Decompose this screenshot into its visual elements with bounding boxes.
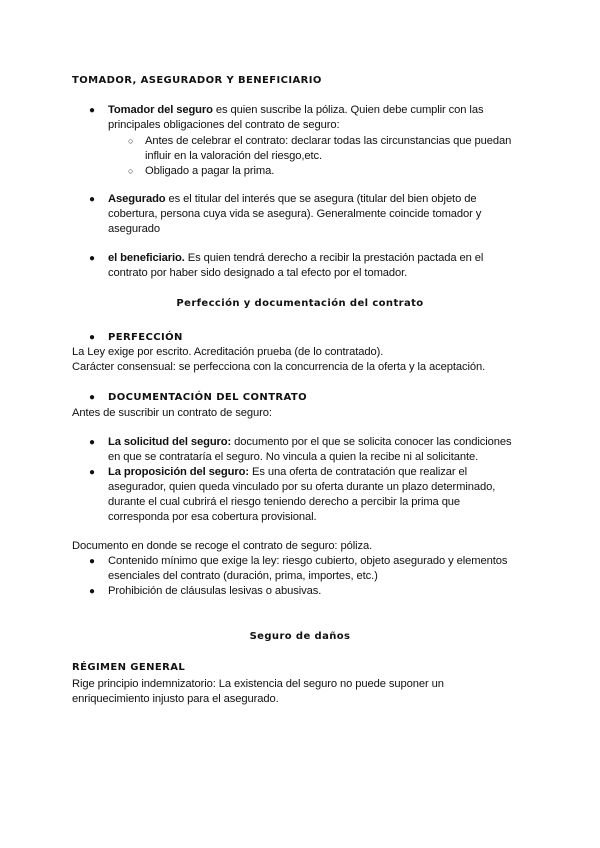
bullet-icon: ● [89, 392, 96, 403]
section-heading-seguro-danos: Seguro de daños [249, 631, 351, 642]
proposicion-line1 [108, 465, 467, 480]
beneficiario-text: Es quien tendrá derecho a recibir la prestación pactada en el [184, 252, 484, 264]
tomador-sub1-line1: Antes de celebrar el contrato: declarar todas las circunstancias que puedan [145, 135, 512, 147]
section-heading-perfeccion-documentacion: Perfección y documentación del contrato [176, 298, 424, 309]
contenido-line2: esenciales del contrato (duración, prima, importes, etc.) [108, 570, 378, 582]
tomador-sub1-line2: influir en la valoración del riesgo,etc. [145, 150, 322, 162]
asegurado-line3: asegurado [108, 223, 160, 235]
proposicion-line2: asegurador, quien queda vinculado por su oferta durante un plazo determinado, [108, 481, 496, 493]
bullet-icon: ● [89, 253, 96, 264]
bullet-icon: ● [89, 556, 96, 567]
beneficiario-line1 [108, 251, 483, 266]
asegurado-line1 [108, 192, 476, 207]
solicitud-line1 [108, 435, 512, 450]
perfeccion-heading: PERFECCIÓN [108, 332, 183, 343]
tomador-paragraph-line1 [108, 103, 483, 118]
asegurado-text: es el titular del interés que se asegura (titular del bien objeto de [165, 193, 477, 205]
bullet-icon: ● [89, 437, 96, 448]
asegurado-line2: cobertura, persona cuya vida se asegura). Generalmente coincide tomador y [108, 208, 482, 220]
bullet-icon: ● [89, 586, 96, 597]
poliza-intro: Documento en donde se recoge el contrato de seguro: póliza. [72, 540, 373, 552]
tomador-paragraph-line2: principales obligaciones del contrato de seguro: [108, 119, 340, 131]
tomador-text: es quien suscribe la póliza. Quien debe cumplir con las [212, 104, 484, 116]
circle-bullet-icon: ○ [128, 136, 134, 146]
regimen-general-heading: RÉGIMEN GENERAL [72, 662, 186, 673]
proposicion-term: La proposición del seguro: [108, 466, 249, 478]
tomador-sub2: Obligado a pagar la prima. [145, 165, 275, 177]
perfeccion-line2: Carácter consensual: se perfecciona con la concurrencia de la oferta y la aceptación. [72, 361, 486, 373]
documentacion-heading: DOCUMENTACIÓN DEL CONTRATO [108, 392, 308, 403]
perfeccion-line1: La Ley exige por escrito. Acreditación prueba (de lo contratado). [72, 346, 384, 358]
bullet-icon: ● [89, 467, 96, 478]
solicitud-text: documento por el que se solicita conocer las condiciones [231, 436, 512, 448]
beneficiario-line2: contrato por haber sido designado a tal efecto por el tomador. [108, 267, 408, 279]
prohibicion-line: Prohibición de cláusulas lesivas o abusivas. [108, 585, 322, 597]
regimen-line2: enriquecimiento injusto para el asegurado. [72, 693, 279, 705]
circle-bullet-icon: ○ [128, 166, 134, 176]
regimen-line1: Rige principio indemnizatorio: La existencia del seguro no puede suponer un [72, 678, 444, 690]
beneficiario-term: el beneficiario. [108, 252, 185, 264]
asegurado-term: Asegurado [108, 193, 166, 205]
contenido-line1: Contenido mínimo que exige la ley: riesgo cubierto, objeto asegurado y elementos [108, 555, 508, 567]
bullet-icon: ● [89, 332, 96, 343]
solicitud-term: La solicitud del seguro: [108, 436, 232, 448]
proposicion-line3: durante el cual cubrirá el riesgo teniendo derecho a percibir la prima que [108, 496, 461, 508]
proposicion-text: Es una oferta de contratación que realizar el [249, 466, 468, 478]
section-heading-tomador-asegurador-beneficiario: TOMADOR, ASEGURADOR Y BENEFICIARIO [72, 75, 322, 86]
tomador-term: Tomador del seguro [108, 104, 213, 116]
bullet-icon: ● [89, 194, 96, 205]
documentacion-intro: Antes de suscribir un contrato de seguro: [72, 407, 272, 419]
proposicion-line4: corresponda por esa cobertura provisional. [108, 511, 317, 523]
solicitud-line2: en que se contrataría el seguro. No vincula a quien la recibe ni al solicitante. [108, 451, 479, 463]
bullet-icon: ● [89, 105, 96, 116]
